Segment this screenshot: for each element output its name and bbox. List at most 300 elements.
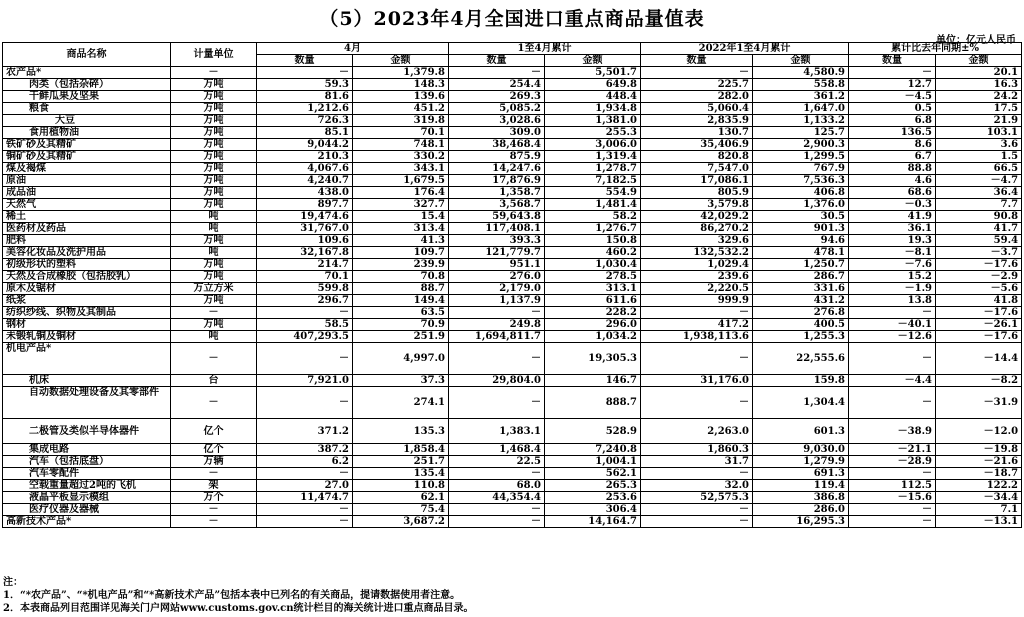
cell-q3: 282.0 xyxy=(641,91,753,103)
cell-a4: －13.1 xyxy=(936,516,1022,528)
cell-unit: 万吨 xyxy=(171,127,257,139)
cell-a4: 17.5 xyxy=(936,103,1022,115)
cell-name: 粮食 xyxy=(3,103,171,115)
cell-a3: 1,255.3 xyxy=(753,331,849,343)
cell-a1: 1,379.8 xyxy=(353,67,449,79)
table-row xyxy=(3,103,1022,115)
cell-a4: 41.8 xyxy=(936,295,1022,307)
cell-a4: －17.6 xyxy=(936,259,1022,271)
cell-a1: 313.4 xyxy=(353,223,449,235)
cell-a4: 41.7 xyxy=(936,223,1022,235)
cell-q1: 599.8 xyxy=(257,283,353,295)
table-row xyxy=(3,163,1022,175)
cell-name: 未锻轧铜及铜材 xyxy=(3,331,171,343)
cell-a2: 1,034.2 xyxy=(545,331,641,343)
cell-a3: 1,304.4 xyxy=(753,387,849,419)
cell-a2: 1,319.4 xyxy=(545,151,641,163)
cell-name: 铁矿砂及其精矿 xyxy=(3,139,171,151)
table-row xyxy=(3,480,1022,492)
cell-unit: － xyxy=(171,67,257,79)
cell-q1: 4,240.7 xyxy=(257,175,353,187)
cell-name: 原油 xyxy=(3,175,171,187)
cell-a1: 1,858.4 xyxy=(353,444,449,456)
cell-unit: 万吨 xyxy=(171,175,257,187)
cell-q4: 4.6 xyxy=(849,175,936,187)
cell-a2: 1,276.7 xyxy=(545,223,641,235)
cell-q1: 214.7 xyxy=(257,259,353,271)
cell-a1: 139.6 xyxy=(353,91,449,103)
table-row xyxy=(3,115,1022,127)
cell-q1: － xyxy=(257,387,353,419)
table-row xyxy=(3,331,1022,343)
cell-q4: 0.5 xyxy=(849,103,936,115)
cell-q2: 254.4 xyxy=(449,79,545,91)
cell-a2: 1,481.4 xyxy=(545,199,641,211)
cell-unit: － xyxy=(171,387,257,419)
header-amt: 金额 xyxy=(753,55,849,67)
cell-a1: 41.3 xyxy=(353,235,449,247)
cell-q3: 31.7 xyxy=(641,456,753,468)
cell-a2: 255.3 xyxy=(545,127,641,139)
cell-a1: 70.9 xyxy=(353,319,449,331)
cell-a1: 70.8 xyxy=(353,271,449,283)
cell-a1: 319.8 xyxy=(353,115,449,127)
cell-a2: 296.0 xyxy=(545,319,641,331)
cell-a1: 88.7 xyxy=(353,283,449,295)
table-row xyxy=(3,79,1022,91)
cell-a1: 135.3 xyxy=(353,419,449,444)
cell-q3: 17,086.1 xyxy=(641,175,753,187)
footnote-2: 2．本表商品列目范围详见海关门户网站www.customs.gov.cn统计栏目的海关统计进口重点商品目录。 xyxy=(3,603,474,614)
cell-a3: 119.4 xyxy=(753,480,849,492)
cell-a4: －5.6 xyxy=(936,283,1022,295)
cell-a4: 7.1 xyxy=(936,504,1022,516)
cell-q1: 58.5 xyxy=(257,319,353,331)
cell-a2: 58.2 xyxy=(545,211,641,223)
cell-name: 稀土 xyxy=(3,211,171,223)
header-group-month: 4月 xyxy=(257,43,449,55)
cell-q1: 407,293.5 xyxy=(257,331,353,343)
cell-a4: －17.6 xyxy=(936,331,1022,343)
table-row xyxy=(3,235,1022,247)
cell-q1: 31,767.0 xyxy=(257,223,353,235)
cell-a4: －18.7 xyxy=(936,468,1022,480)
cell-q2: 1,468.4 xyxy=(449,444,545,456)
cell-q3: － xyxy=(641,387,753,419)
cell-q3: 329.6 xyxy=(641,235,753,247)
cell-unit: 架 xyxy=(171,480,257,492)
cell-q2: 29,804.0 xyxy=(449,375,545,387)
cell-a2: 146.7 xyxy=(545,375,641,387)
cell-name: 汽车（包括底盘） xyxy=(3,456,171,468)
cell-name: 铜矿砂及其精矿 xyxy=(3,151,171,163)
cell-q3: 42,029.2 xyxy=(641,211,753,223)
cell-name: 肥料 xyxy=(3,235,171,247)
table-row xyxy=(3,247,1022,259)
cell-a2: 448.4 xyxy=(545,91,641,103)
cell-unit: 万吨 xyxy=(171,139,257,151)
cell-a2: 265.3 xyxy=(545,480,641,492)
cell-unit: 亿个 xyxy=(171,419,257,444)
cell-name: 二极管及类似半导体器件 xyxy=(3,419,171,444)
cell-a3: 159.8 xyxy=(753,375,849,387)
cell-a1: 15.4 xyxy=(353,211,449,223)
cell-q1: 726.3 xyxy=(257,115,353,127)
cell-q2: － xyxy=(449,67,545,79)
cell-name: 汽车零配件 xyxy=(3,468,171,480)
cell-a3: 478.1 xyxy=(753,247,849,259)
cell-q3: 820.8 xyxy=(641,151,753,163)
header-name: 商品名称 xyxy=(3,43,171,67)
cell-a1: 148.3 xyxy=(353,79,449,91)
cell-unit: 万辆 xyxy=(171,456,257,468)
cell-a4: －2.9 xyxy=(936,271,1022,283)
cell-q3: 999.9 xyxy=(641,295,753,307)
cell-q1: 387.2 xyxy=(257,444,353,456)
table-row xyxy=(3,419,1022,444)
cell-q3: 1,938,113.6 xyxy=(641,331,753,343)
cell-a2: 14,164.7 xyxy=(545,516,641,528)
cell-a2: 306.4 xyxy=(545,504,641,516)
cell-a4: 122.2 xyxy=(936,480,1022,492)
cell-a4: －8.2 xyxy=(936,375,1022,387)
cell-a2: 1,278.7 xyxy=(545,163,641,175)
header-unit: 计量单位 xyxy=(171,43,257,67)
table-row xyxy=(3,211,1022,223)
cell-a1: 251.9 xyxy=(353,331,449,343)
cell-a1: 327.7 xyxy=(353,199,449,211)
cell-a4: 16.3 xyxy=(936,79,1022,91)
cell-a1: 274.1 xyxy=(353,387,449,419)
cell-a2: 150.8 xyxy=(545,235,641,247)
cell-unit: 万吨 xyxy=(171,151,257,163)
cell-a2: 1,030.4 xyxy=(545,259,641,271)
cell-a3: 386.8 xyxy=(753,492,849,504)
cell-q4: － xyxy=(849,468,936,480)
cell-a1: 176.4 xyxy=(353,187,449,199)
cell-q1: 296.7 xyxy=(257,295,353,307)
cell-a1: 330.2 xyxy=(353,151,449,163)
cell-name: 纸浆 xyxy=(3,295,171,307)
cell-a3: 4,580.9 xyxy=(753,67,849,79)
cell-q4: 88.8 xyxy=(849,163,936,175)
cell-q3: 239.6 xyxy=(641,271,753,283)
cell-q3: － xyxy=(641,504,753,516)
cell-q2: － xyxy=(449,307,545,319)
cell-q3: 52,575.3 xyxy=(641,492,753,504)
cell-q2: 3,568.7 xyxy=(449,199,545,211)
cell-q4: －28.9 xyxy=(849,456,936,468)
cell-q2: 951.1 xyxy=(449,259,545,271)
cell-name: 大豆 xyxy=(3,115,171,127)
cell-q4: － xyxy=(849,516,936,528)
cell-a2: 888.7 xyxy=(545,387,641,419)
cell-q2: 276.0 xyxy=(449,271,545,283)
table-row xyxy=(3,295,1022,307)
cell-a4: －3.7 xyxy=(936,247,1022,259)
cell-a3: 361.2 xyxy=(753,91,849,103)
cell-q2: 2,179.0 xyxy=(449,283,545,295)
cell-unit: 万吨 xyxy=(171,187,257,199)
cell-q3: 1,860.3 xyxy=(641,444,753,456)
cell-unit: 万吨 xyxy=(171,259,257,271)
cell-q4: －8.1 xyxy=(849,247,936,259)
cell-unit: 吨 xyxy=(171,223,257,235)
cell-name: 高新技术产品* xyxy=(3,516,171,528)
cell-a1: 251.7 xyxy=(353,456,449,468)
cell-a4: 7.7 xyxy=(936,199,1022,211)
table-row xyxy=(3,444,1022,456)
cell-a3: 2,900.3 xyxy=(753,139,849,151)
cell-q3: 32.0 xyxy=(641,480,753,492)
cell-name: 机电产品* xyxy=(3,343,171,375)
cell-q2: 17,876.9 xyxy=(449,175,545,187)
cell-unit: 亿个 xyxy=(171,444,257,456)
cell-q1: 6.2 xyxy=(257,456,353,468)
cell-a1: 748.1 xyxy=(353,139,449,151)
cell-q4: 112.5 xyxy=(849,480,936,492)
cell-q3: 2,220.5 xyxy=(641,283,753,295)
cell-name: 纺织纱线、织物及其制品 xyxy=(3,307,171,319)
cell-q4: － xyxy=(849,67,936,79)
header-qty: 数量 xyxy=(257,55,353,67)
cell-q1: 27.0 xyxy=(257,480,353,492)
footnote-label: 注： xyxy=(3,577,23,588)
table-row xyxy=(3,343,1022,375)
cell-q4: －7.6 xyxy=(849,259,936,271)
cell-q4: －21.1 xyxy=(849,444,936,456)
cell-q1: 85.1 xyxy=(257,127,353,139)
cell-a3: 286.7 xyxy=(753,271,849,283)
cell-a4: 66.5 xyxy=(936,163,1022,175)
cell-q2: 22.5 xyxy=(449,456,545,468)
cell-q2: － xyxy=(449,516,545,528)
cell-q2: － xyxy=(449,387,545,419)
cell-q4: －40.1 xyxy=(849,319,936,331)
cell-a4: 21.9 xyxy=(936,115,1022,127)
cell-a2: 554.9 xyxy=(545,187,641,199)
cell-q2: 249.8 xyxy=(449,319,545,331)
cell-a3: 16,295.3 xyxy=(753,516,849,528)
cell-q2: 38,468.4 xyxy=(449,139,545,151)
table-row xyxy=(3,139,1022,151)
table-row xyxy=(3,271,1022,283)
cell-q2: 393.3 xyxy=(449,235,545,247)
cell-q2: 5,085.2 xyxy=(449,103,545,115)
cell-q4: － xyxy=(849,307,936,319)
cell-q2: 68.0 xyxy=(449,480,545,492)
cell-name: 机床 xyxy=(3,375,171,387)
cell-q1: 9,044.2 xyxy=(257,139,353,151)
header-group-ytd: 1至4月累计 xyxy=(449,43,641,55)
cell-q4: －0.3 xyxy=(849,199,936,211)
cell-q1: 70.1 xyxy=(257,271,353,283)
cell-a4: －21.6 xyxy=(936,456,1022,468)
cell-q4: － xyxy=(849,343,936,375)
cell-q3: － xyxy=(641,516,753,528)
cell-unit: 万吨 xyxy=(171,163,257,175)
cell-a1: 451.2 xyxy=(353,103,449,115)
cell-q2: 1,383.1 xyxy=(449,419,545,444)
header-qty: 数量 xyxy=(449,55,545,67)
cell-a1: 3,687.2 xyxy=(353,516,449,528)
cell-q4: －15.6 xyxy=(849,492,936,504)
cell-q3: 2,263.0 xyxy=(641,419,753,444)
cell-a1: 343.1 xyxy=(353,163,449,175)
cell-name: 农产品* xyxy=(3,67,171,79)
table-row xyxy=(3,259,1022,271)
table-row xyxy=(3,319,1022,331)
cell-q3: 31,176.0 xyxy=(641,375,753,387)
cell-a3: 691.3 xyxy=(753,468,849,480)
header-qty: 数量 xyxy=(641,55,753,67)
cell-a1: 149.4 xyxy=(353,295,449,307)
cell-q4: 36.1 xyxy=(849,223,936,235)
cell-q1: 81.6 xyxy=(257,91,353,103)
cell-q1: － xyxy=(257,343,353,375)
cell-q4: －1.9 xyxy=(849,283,936,295)
cell-a3: 125.7 xyxy=(753,127,849,139)
cell-q4: 136.5 xyxy=(849,127,936,139)
cell-q2: 269.3 xyxy=(449,91,545,103)
table-row xyxy=(3,175,1022,187)
cell-a1: 37.3 xyxy=(353,375,449,387)
table-row xyxy=(3,468,1022,480)
cell-name: 美容化妆品及洗护用品 xyxy=(3,247,171,259)
cell-a3: 331.6 xyxy=(753,283,849,295)
cell-q3: 3,579.8 xyxy=(641,199,753,211)
cell-q2: 1,137.9 xyxy=(449,295,545,307)
header-group-change: 累计比去年同期±% xyxy=(849,43,1022,55)
cell-q2: 1,694,811.7 xyxy=(449,331,545,343)
cell-a4: 3.6 xyxy=(936,139,1022,151)
cell-q3: 5,060.4 xyxy=(641,103,753,115)
cell-q1: － xyxy=(257,307,353,319)
cell-q2: － xyxy=(449,504,545,516)
cell-q1: － xyxy=(257,504,353,516)
cell-a3: 1,250.7 xyxy=(753,259,849,271)
cell-a1: 135.4 xyxy=(353,468,449,480)
cell-q4: 6.7 xyxy=(849,151,936,163)
cell-unit: 万吨 xyxy=(171,79,257,91)
cell-a3: 558.8 xyxy=(753,79,849,91)
header-group-prev-ytd: 2022年1至4月累计 xyxy=(641,43,849,55)
cell-q1: － xyxy=(257,67,353,79)
table-row xyxy=(3,127,1022,139)
cell-q1: 19,474.6 xyxy=(257,211,353,223)
cell-unit: 万立方米 xyxy=(171,283,257,295)
header-amt: 金额 xyxy=(936,55,1022,67)
cell-q2: 1,358.7 xyxy=(449,187,545,199)
cell-q2: 3,028.6 xyxy=(449,115,545,127)
cell-q4: －4.5 xyxy=(849,91,936,103)
cell-unit: － xyxy=(171,504,257,516)
cell-unit: 吨 xyxy=(171,211,257,223)
cell-a2: 3,006.0 xyxy=(545,139,641,151)
cell-q2: － xyxy=(449,343,545,375)
cell-a4: 36.4 xyxy=(936,187,1022,199)
cell-a1: 239.9 xyxy=(353,259,449,271)
cell-a2: 228.2 xyxy=(545,307,641,319)
cell-a2: 253.6 xyxy=(545,492,641,504)
cell-name: 成品油 xyxy=(3,187,171,199)
cell-a1: 110.8 xyxy=(353,480,449,492)
cell-q2: 875.9 xyxy=(449,151,545,163)
cell-a3: 767.9 xyxy=(753,163,849,175)
table-row xyxy=(3,504,1022,516)
cell-a4: 90.8 xyxy=(936,211,1022,223)
cell-a4: －34.4 xyxy=(936,492,1022,504)
cell-name: 肉类（包括杂碎） xyxy=(3,79,171,91)
cell-q1: 210.3 xyxy=(257,151,353,163)
cell-a4: －12.0 xyxy=(936,419,1022,444)
cell-a3: 400.5 xyxy=(753,319,849,331)
cell-name: 钢材 xyxy=(3,319,171,331)
cell-a4: －14.4 xyxy=(936,343,1022,375)
cell-name: 初级形状的塑料 xyxy=(3,259,171,271)
cell-a4: －19.8 xyxy=(936,444,1022,456)
cell-a3: 1,299.5 xyxy=(753,151,849,163)
cell-a4: －26.1 xyxy=(936,319,1022,331)
cell-unit: 万吨 xyxy=(171,199,257,211)
cell-q4: －12.6 xyxy=(849,331,936,343)
cell-a2: 7,240.8 xyxy=(545,444,641,456)
cell-q4: － xyxy=(849,387,936,419)
cell-a3: 1,279.9 xyxy=(753,456,849,468)
cell-q2: 44,354.4 xyxy=(449,492,545,504)
table-row xyxy=(3,307,1022,319)
table-row xyxy=(3,187,1022,199)
cell-q4: 8.6 xyxy=(849,139,936,151)
cell-a2: 19,305.3 xyxy=(545,343,641,375)
cell-q2: 59,643.8 xyxy=(449,211,545,223)
cell-a3: 30.5 xyxy=(753,211,849,223)
cell-q2: － xyxy=(449,468,545,480)
cell-a1: 70.1 xyxy=(353,127,449,139)
cell-name: 医药材及药品 xyxy=(3,223,171,235)
cell-q4: 12.7 xyxy=(849,79,936,91)
cell-a2: 460.2 xyxy=(545,247,641,259)
cell-q3: 2,835.9 xyxy=(641,115,753,127)
cell-a4: 1.5 xyxy=(936,151,1022,163)
cell-q3: 132,532.2 xyxy=(641,247,753,259)
cell-a1: 4,997.0 xyxy=(353,343,449,375)
cell-a2: 611.6 xyxy=(545,295,641,307)
cell-name: 液晶平板显示模组 xyxy=(3,492,171,504)
cell-q3: 86,270.2 xyxy=(641,223,753,235)
cell-a2: 278.5 xyxy=(545,271,641,283)
cell-q3: 225.7 xyxy=(641,79,753,91)
cell-a2: 313.1 xyxy=(545,283,641,295)
cell-q4: 41.9 xyxy=(849,211,936,223)
cell-q1: 4,067.6 xyxy=(257,163,353,175)
cell-unit: 万吨 xyxy=(171,319,257,331)
cell-q3: 130.7 xyxy=(641,127,753,139)
cell-unit: 万吨 xyxy=(171,271,257,283)
cell-q4: 6.8 xyxy=(849,115,936,127)
table-row xyxy=(3,283,1022,295)
cell-a2: 5,501.7 xyxy=(545,67,641,79)
cell-q4: 68.6 xyxy=(849,187,936,199)
cell-a3: 1,133.2 xyxy=(753,115,849,127)
cell-q1: 371.2 xyxy=(257,419,353,444)
cell-a3: 901.3 xyxy=(753,223,849,235)
cell-a3: 7,536.3 xyxy=(753,175,849,187)
cell-q3: 7,547.0 xyxy=(641,163,753,175)
cell-a4: 59.4 xyxy=(936,235,1022,247)
page-title: （5）2023年4月全国进口重点商品量值表 xyxy=(319,8,705,30)
cell-name: 原木及锯材 xyxy=(3,283,171,295)
